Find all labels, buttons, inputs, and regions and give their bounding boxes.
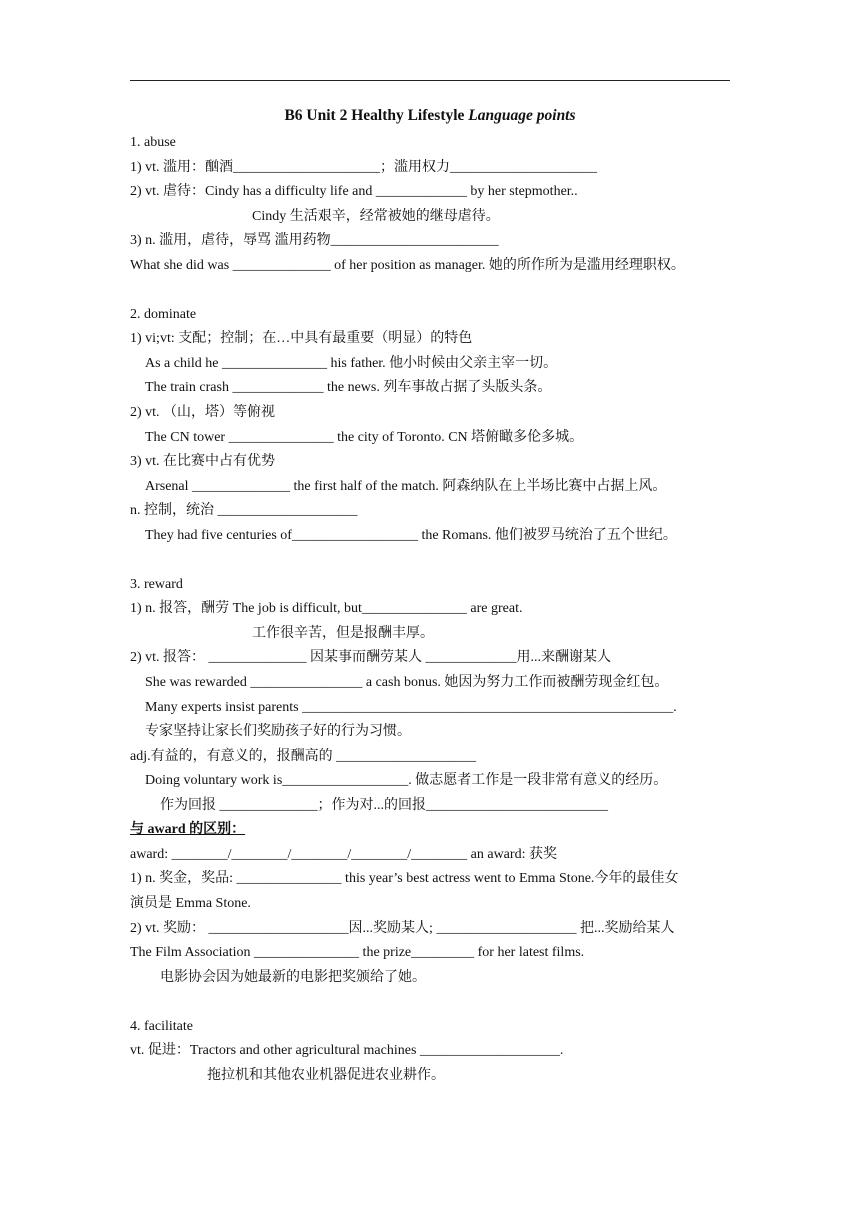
blank-line — [130, 278, 740, 303]
section-heading: 1. abuse — [130, 135, 176, 150]
text-line: 演员是 Emma Stone. — [130, 895, 251, 911]
translation-line: Cindy 生活艰辛，经常被她的继母虐待。 — [252, 208, 500, 224]
text-line: Doing voluntary work is__________________. 做志愿者工作是一段非常有意义的经历。 — [145, 773, 668, 789]
translation-line: 拖拉机和其他农业机器促进农业耕作。 — [207, 1067, 445, 1083]
text-line: As a child he _______________ his father. 他小时候由父亲主宰一切。 — [145, 355, 558, 371]
title-italic: Language points — [468, 107, 576, 124]
header-rule — [130, 80, 730, 81]
section-heading: 2. dominate — [130, 306, 197, 322]
text-line: 2) vt. 虐待：Cindy has a difficulty life and _____________ by her stepmother.. — [130, 184, 578, 200]
translation-line: 工作很辛苦，但是报酬丰厚。 — [252, 625, 434, 641]
text-line: 1) n. 报答，酬劳 The job is difficult, but_______________ are great. — [130, 601, 523, 617]
text-line: What she did was ______________ of her position as manager. 她的所作所为是滥用经理职权。 — [130, 257, 685, 273]
text-line: Arsenal ______________ the first half of the match. 阿森纳队在上半场比赛中占据上风。 — [145, 478, 667, 494]
content — [130, 131, 740, 1088]
text-line: They had five centuries of__________________ the Romans. 他们被罗马统治了五个世纪。 — [145, 527, 677, 543]
subheading-award-diff — [130, 818, 740, 843]
text-line: Many experts insist parents _____________________________________________________. — [145, 699, 677, 715]
translation-line: 专家坚持让家长们奖励孩子好的行为习惯。 — [145, 724, 411, 740]
translation-line: 电影协会因为她最新的电影把奖颁给了她。 — [160, 969, 426, 985]
page-title — [0, 107, 860, 125]
blank-line — [130, 990, 740, 1015]
text-line: 1) vi;vt: 支配；控制；在…中具有最重要（明显）的特色 — [130, 331, 473, 347]
text-line: award: ________/________/________/________/________ an award: 获奖 — [130, 846, 557, 862]
text-line: 3) n. 滥用，虐待，辱骂 滥用药物________________________ — [130, 233, 499, 249]
text-line: 3) vt. 在比赛中占有优势 — [130, 454, 276, 470]
text-line: 2) vt. （山，塔）等俯视 — [130, 405, 276, 421]
text-line: The train crash _____________ the news. 列车事故占据了头版头条。 — [145, 380, 552, 396]
text-line: 2) vt. 报答： ______________ 因某事而酬劳某人 _____________用...来酬谢某人 — [130, 650, 612, 666]
underlined-subheading: 与 award 的区别： — [130, 822, 246, 838]
text-line: 1) vt. 滥用：酗酒_____________________；滥用权力_____________________ — [130, 159, 598, 175]
blank-line — [130, 548, 740, 573]
section-heading: 3. reward — [130, 576, 183, 592]
text-line: The Film Association _______________ the prize_________ for her latest films. — [130, 945, 585, 961]
text-line: adj.有益的，有意义的，报酬高的 ____________________ — [130, 748, 477, 764]
text-line: 作为回报 ______________；作为对...的回报__________________________ — [160, 797, 608, 813]
text-line: n. 控制，统治 ____________________ — [130, 503, 358, 519]
text-line: The CN tower _______________ the city of Toronto. CN 塔俯瞰多伦多城。 — [145, 429, 584, 445]
title-main: B6 Unit 2 Healthy Lifestyle — [284, 107, 469, 124]
text-line: 2) vt. 奖励： ____________________因...奖励某人; ____________________ 把...奖励给某人 — [130, 920, 675, 936]
text-line: 1) n. 奖金，奖品: _______________ this year’s best actress went to Emma Stone.今年的最佳女 — [130, 871, 679, 887]
text-line: vt. 促进：Tractors and other agricultural machines ____________________. — [130, 1043, 564, 1059]
section-heading: 4. facilitate — [130, 1018, 193, 1034]
text-line: She was rewarded ________________ a cash bonus. 她因为努力工作而被酬劳现金红包。 — [145, 675, 669, 691]
